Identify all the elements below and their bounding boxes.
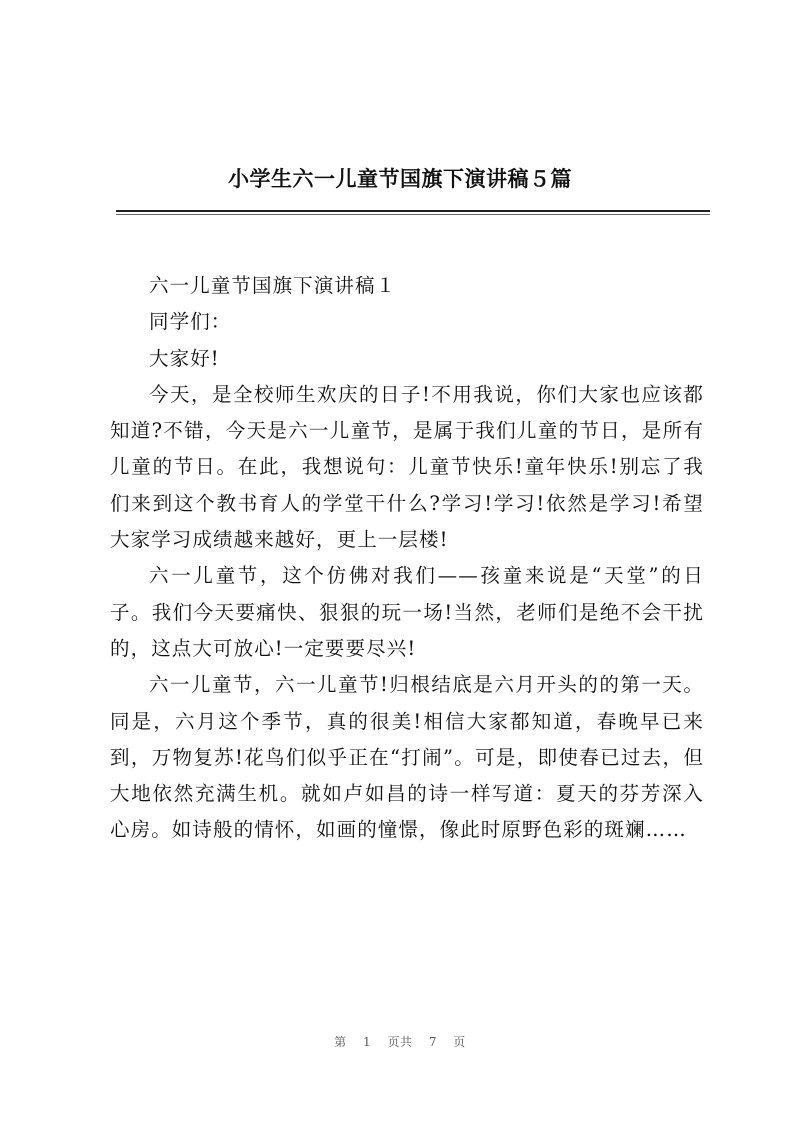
section-heading: 六一儿童节国旗下演讲稿１ <box>149 274 397 297</box>
page-footer <box>0 1033 800 1050</box>
page-mid: 页共 <box>387 1035 413 1049</box>
title-divider-thin <box>116 214 710 215</box>
current-page-number: 1 <box>363 1035 372 1049</box>
body-paragraph: 六一儿童节，六一儿童节!归根结底是六月开头的的第一天。同是，六月这个季节，真的很美!相信大家都知道，春晚早已来到，万物复苏!花鸟们似乎正在“打闹”。可是，即使春已过去，但大地依然充满生机。就如卢如昌的诗一样写道：夏天的芬芳深入心房。如诗般的情怀，如画的憧憬，像此时原野色彩的斑斓…… <box>110 673 704 842</box>
total-pages: 7 <box>428 1035 437 1049</box>
body-paragraph: 六一儿童节，这个仿佛对我们——孩童来说是“天堂”的日子。我们今天要痛快、狠狠的玩一场!当然，老师们是绝不会干扰的，这点大可放心!一定要要尽兴! <box>110 564 704 660</box>
document-body <box>110 268 704 849</box>
page-suffix: 页 <box>453 1035 466 1049</box>
salutation: 同学们： <box>149 310 232 334</box>
title-divider <box>116 210 710 212</box>
body-paragraph: 今天，是全校师生欢庆的日子!不用我说，你们大家也应该都知道?不错，今天是六一儿童节，是属于我们儿童的节日，是所有儿童的节日。在此，我想说句：儿童节快乐!童年快乐!别忘了我们来到这个教书育人的学堂干什么?学习!学习!依然是学习!希望大家学习成绩越来越好，更上一层楼! <box>110 382 704 552</box>
page-prefix: 第 <box>334 1035 347 1049</box>
greeting: 大家好! <box>149 346 220 370</box>
document-title: 小学生六一儿童节国旗下演讲稿５篇 <box>228 166 572 191</box>
